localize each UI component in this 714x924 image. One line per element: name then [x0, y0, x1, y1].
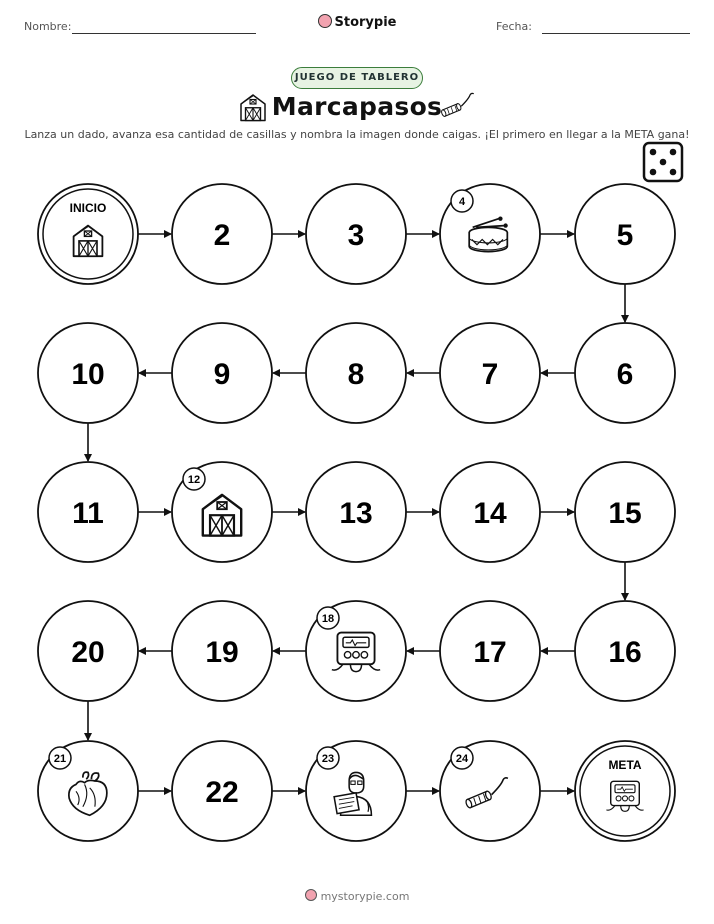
cell-number: 22	[205, 776, 239, 809]
board-cell-12	[172, 462, 272, 562]
board-cell-11	[38, 462, 138, 562]
finish-cell	[575, 741, 675, 841]
board-cell-10	[38, 323, 138, 423]
cell-number-badge: 12	[187, 474, 201, 486]
cell-number: 6	[616, 358, 634, 391]
board-cell-22	[172, 741, 272, 841]
board-cell-4	[440, 184, 540, 284]
finish-label: META	[608, 758, 642, 772]
board-cell-6	[575, 323, 675, 423]
cell-number: 9	[213, 358, 231, 391]
board-cell-18	[306, 601, 406, 701]
board-cell-3	[306, 184, 406, 284]
cell-number: 15	[608, 497, 642, 530]
board-cell-2	[172, 184, 272, 284]
cell-number: 13	[339, 497, 373, 530]
cell-number: 17	[473, 636, 507, 669]
board-cell-24	[440, 741, 540, 841]
footer	[0, 889, 714, 903]
name-label: Nombre:	[24, 20, 72, 33]
board-cell-21	[38, 741, 138, 841]
cell-number-badge: 21	[53, 753, 67, 765]
board-cell-23	[306, 741, 406, 841]
board-cell-5	[575, 184, 675, 284]
cell-number-badge: 23	[321, 753, 335, 765]
board-cell-7	[440, 323, 540, 423]
board-cells	[38, 184, 675, 841]
cell-number-badge: 4	[458, 196, 466, 208]
page-title: Marcapasos	[271, 92, 443, 121]
cell-number: 14	[473, 497, 507, 530]
title-rope-icon	[441, 93, 474, 117]
instructions: Lanza un dado, avanza esa cantidad de casillas y nombra la imagen donde caigas. ¡El primero en llegar a la META gana!	[24, 128, 690, 141]
board-cell-8	[306, 323, 406, 423]
cell-number: 16	[608, 636, 642, 669]
start-cell	[38, 184, 138, 284]
cell-number: 8	[347, 358, 365, 391]
start-label: INICIO	[69, 201, 107, 215]
cell-number: 5	[616, 219, 634, 252]
board-cell-15	[575, 462, 675, 562]
category-badge: JUEGO DE TABLERO	[291, 67, 423, 89]
cell-number: 2	[213, 219, 231, 252]
cell-number: 11	[72, 497, 104, 530]
cell-number-badge: 24	[455, 753, 469, 765]
cell-number-badge: 18	[321, 613, 335, 625]
cell-number: 20	[71, 636, 105, 669]
title-barn-icon	[241, 95, 265, 121]
board-cell-20	[38, 601, 138, 701]
pig-icon	[305, 889, 317, 901]
board-cell-16	[575, 601, 675, 701]
footer-url: mystorypie.com	[320, 890, 410, 903]
board-cell-17	[440, 601, 540, 701]
board-cell-19	[172, 601, 272, 701]
dice-icon	[644, 143, 682, 181]
board-cell-13	[306, 462, 406, 562]
board-cell-14	[440, 462, 540, 562]
date-label: Fecha:	[496, 20, 532, 33]
brand-name: Storypie	[334, 15, 397, 30]
cell-number: 10	[71, 358, 105, 391]
board-cell-9	[172, 323, 272, 423]
cell-number: 7	[481, 358, 499, 391]
cell-number: 3	[347, 219, 365, 252]
cell-number: 19	[205, 636, 239, 669]
